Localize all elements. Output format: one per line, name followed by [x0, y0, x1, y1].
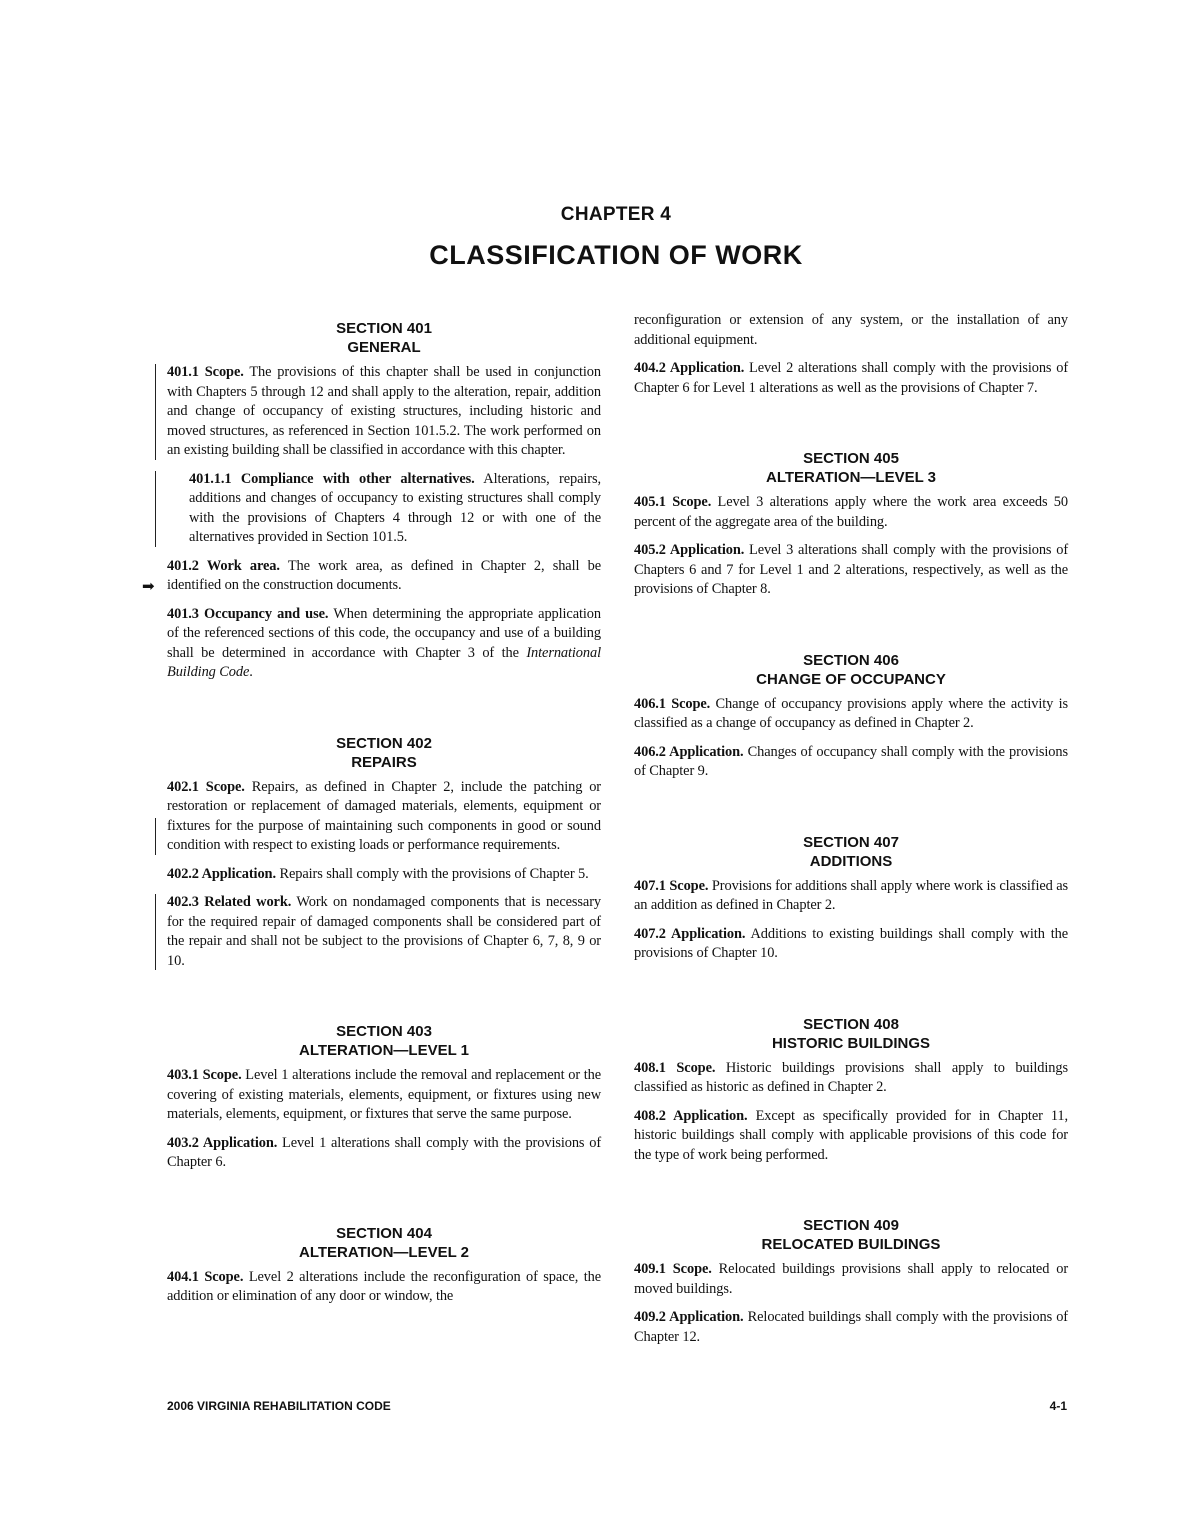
paragraph-number: 404.1 Scope. — [167, 1268, 244, 1285]
section-402-heading — [167, 734, 601, 772]
paragraph-number: 401.2 Work area. — [167, 557, 280, 574]
paragraph-number: 407.1 Scope. — [634, 877, 709, 894]
section-title: CHANGE OF OCCUPANCY — [756, 670, 946, 688]
section-403-heading — [167, 1022, 601, 1060]
section-title: ALTERATION—LEVEL 1 — [298, 1042, 469, 1059]
paragraph-text: Level 3 alterations shall comply with the provisions of Chapters 6 and 7 for Level 1 and 2 alterations, respectively, as well as the provisions of Chapter 8. — [634, 542, 1069, 597]
section-title: RELOCATED BUILDINGS — [761, 1236, 941, 1253]
paragraph-401-3 — [167, 605, 601, 683]
paragraph-409-2 — [634, 1308, 1068, 1347]
paragraph-404-2 — [634, 359, 1068, 398]
paragraph-number: 407.2 Application. — [634, 925, 746, 942]
paragraph-text: Historic buildings provisions shall apply to buildings classified as historic as defined in Chapter 2. — [634, 1059, 1068, 1095]
paragraph-number: 402.3 Related work. — [167, 894, 292, 910]
section-title: ADDITIONS — [809, 852, 893, 870]
change-bar — [155, 471, 156, 547]
paragraph-401-2 — [142, 557, 601, 596]
paragraph-text: Change of occupancy provisions apply where the activity is classified as a change of occupancy as defined in Chapter 2. — [634, 695, 1068, 731]
section-number: SECTION 403 — [336, 1023, 432, 1040]
section-title: REPAIRS — [351, 753, 417, 771]
paragraph-number: 405.1 Scope. — [634, 494, 712, 510]
paragraph-401-1-1 — [167, 470, 601, 548]
arrow-right-icon: ➡ — [142, 576, 155, 595]
paragraph-404-1 — [167, 1268, 601, 1307]
section-408-heading — [634, 1015, 1068, 1053]
paragraph-text: Repairs, as defined in Chapter 2, include the patching or restoration or replacement of damaged materials, elements, equipment or fixtures for the purpose of maintaining such components in good or sound condition with respect to existing loads or performance requirements. — [167, 778, 601, 853]
paragraph-text-end: . — [249, 664, 253, 680]
paragraph-text: Level 2 alterations include the reconfiguration of space, the addition or elimination of any door or window, the — [167, 1268, 602, 1304]
paragraph-text: reconfiguration or extension of any system, or the installation of any additional equipment. — [634, 312, 1068, 348]
paragraph-text: Relocated buildings provisions shall apply to relocated or moved buildings. — [634, 1261, 1069, 1297]
footer-code-title: 2006 VIRGINIA REHABILITATION CODE — [167, 1399, 391, 1413]
section-number: SECTION 404 — [336, 1224, 432, 1242]
paragraph-text: The provisions of this chapter shall be used in conjunction with Chapters 5 through 12 and shall apply to the alteration, repair, addition and change of occupancy of existing structures, including historic and moved structures, as referenced in Section 101.5.2. The work performed on an existing building shall be classified in accordance with this chapter. — [167, 364, 601, 458]
paragraph-404-1-continued — [634, 311, 1068, 350]
paragraph-number: 406.1 Scope. — [634, 695, 711, 712]
paragraph-409-1 — [634, 1260, 1068, 1299]
section-number: SECTION 405 — [803, 450, 899, 467]
paragraph-number: 401.3 Occupancy and use. — [167, 605, 329, 622]
section-title: HISTORIC BUILDINGS — [771, 1034, 931, 1052]
paragraph-number: 404.2 Application. — [634, 360, 745, 376]
section-404-heading — [167, 1224, 601, 1262]
section-409-heading — [634, 1216, 1068, 1254]
paragraph-number: 401.1 Scope. — [167, 364, 244, 380]
section-405-heading — [634, 449, 1068, 487]
paragraph-401-1 — [167, 363, 601, 461]
change-bar — [155, 364, 156, 460]
paragraph-408-1 — [634, 1059, 1068, 1098]
paragraph-number: 403.1 Scope. — [167, 1067, 242, 1083]
paragraph-403-1 — [167, 1066, 601, 1125]
section-number: SECTION 409 — [803, 1217, 899, 1234]
paragraph-text: Repairs shall comply with the provisions of Chapter 5. — [279, 865, 589, 882]
paragraph-number: 401.1.1 Compliance with other alternatives. — [189, 470, 475, 487]
section-407-heading — [634, 833, 1068, 871]
paragraph-402-1 — [167, 778, 601, 856]
paragraph-408-2 — [634, 1107, 1068, 1166]
section-number: SECTION 401 — [336, 320, 432, 337]
paragraph-text: Provisions for additions shall apply where work is classified as an addition as defined in Chapter 2. — [634, 877, 1069, 913]
paragraph-number: 403.2 Application. — [167, 1134, 278, 1151]
paragraph-405-1 — [634, 493, 1068, 532]
paragraph-number: 405.2 Application. — [634, 542, 745, 558]
section-title: GENERAL — [347, 339, 421, 356]
section-401-heading — [167, 319, 601, 357]
section-number: SECTION 406 — [803, 651, 899, 669]
paragraph-number: 408.2 Application. — [634, 1107, 748, 1124]
paragraph-text: Additions to existing buildings shall comply with the provisions of Chapter 10. — [634, 925, 1068, 961]
chapter-title: CLASSIFICATION OF WORK — [429, 240, 803, 270]
paragraph-text: Relocated buildings shall comply with the provisions of Chapter 12. — [634, 1309, 1069, 1345]
paragraph-402-2 — [167, 865, 601, 885]
paragraph-text: Level 2 alterations shall comply with the provisions of Chapter 6 for Level 1 alterations as well as the provisions of Chapter 7. — [634, 360, 1069, 396]
paragraph-number: 402.2 Application. — [167, 865, 276, 882]
code-reference: International Building Code — [167, 644, 601, 680]
paragraph-406-2 — [634, 743, 1068, 782]
paragraph-text: Except as specifically provided for in Chapter 11, historic buildings shall comply with applicable provisions of this code for the type of work being performed. — [634, 1107, 1069, 1163]
left-column — [142, 311, 602, 1316]
section-number: SECTION 402 — [336, 734, 432, 752]
paragraph-text: Level 1 alterations shall comply with the provisions of Chapter 6. — [167, 1134, 602, 1170]
paragraph-number: 408.1 Scope. — [634, 1059, 716, 1076]
paragraph-number: 409.2 Application. — [634, 1309, 744, 1325]
footer-page-number: 4-1 — [1049, 1399, 1067, 1413]
paragraph-405-2 — [634, 541, 1068, 600]
paragraph-406-1 — [634, 695, 1068, 734]
paragraph-407-1 — [634, 877, 1068, 916]
change-bar — [155, 894, 156, 970]
paragraph-text: Alterations, repairs, additions and changes of occupancy to existing structures shall comply with the provisions of Chapters 4 through 12 or with one of the alternatives provided in Section 101.5. — [189, 470, 601, 545]
paragraph-number: 402.1 Scope. — [167, 778, 245, 795]
section-number: SECTION 408 — [803, 1015, 899, 1033]
section-number: SECTION 407 — [803, 833, 899, 851]
paragraph-text: Changes of occupancy shall comply with the provisions of Chapter 9. — [634, 743, 1068, 779]
paragraph-number: 406.2 Application. — [634, 743, 744, 760]
paragraph-text: Level 1 alterations include the removal and replacement or the covering of existing materials, elements, equipment, or fixtures using new materials, elements, equipment, or fixtures that serve the same purpose. — [167, 1067, 602, 1122]
right-column — [634, 311, 1068, 1356]
paragraph-402-3 — [167, 893, 601, 971]
paragraph-text: The work area, as defined in Chapter 2, shall be identified on the construction documents. — [167, 557, 601, 593]
paragraph-text: When determining the appropriate application of the referenced sections of this code, the occupancy and use of a building shall be determined in accordance with Chapter 3 of the — [167, 605, 601, 661]
paragraph-403-2 — [167, 1134, 601, 1173]
section-title: ALTERATION—LEVEL 2 — [298, 1243, 469, 1261]
section-title: ALTERATION—LEVEL 3 — [765, 469, 936, 486]
chapter-label: CHAPTER 4 — [560, 204, 672, 225]
paragraph-text: Work on nondamaged components that is necessary for the required repair of damaged components shall be considered part of the repair and shall not be subject to the provisions of Chapter 6, 7, 8, 9 or 10. — [167, 894, 601, 969]
change-bar — [155, 818, 156, 855]
paragraph-number: 409.1 Scope. — [634, 1261, 712, 1277]
section-406-heading — [634, 651, 1068, 689]
paragraph-text: Level 3 alterations apply where the work area exceeds 50 percent of the aggregate area of the building. — [634, 494, 1068, 530]
paragraph-407-2 — [634, 925, 1068, 964]
